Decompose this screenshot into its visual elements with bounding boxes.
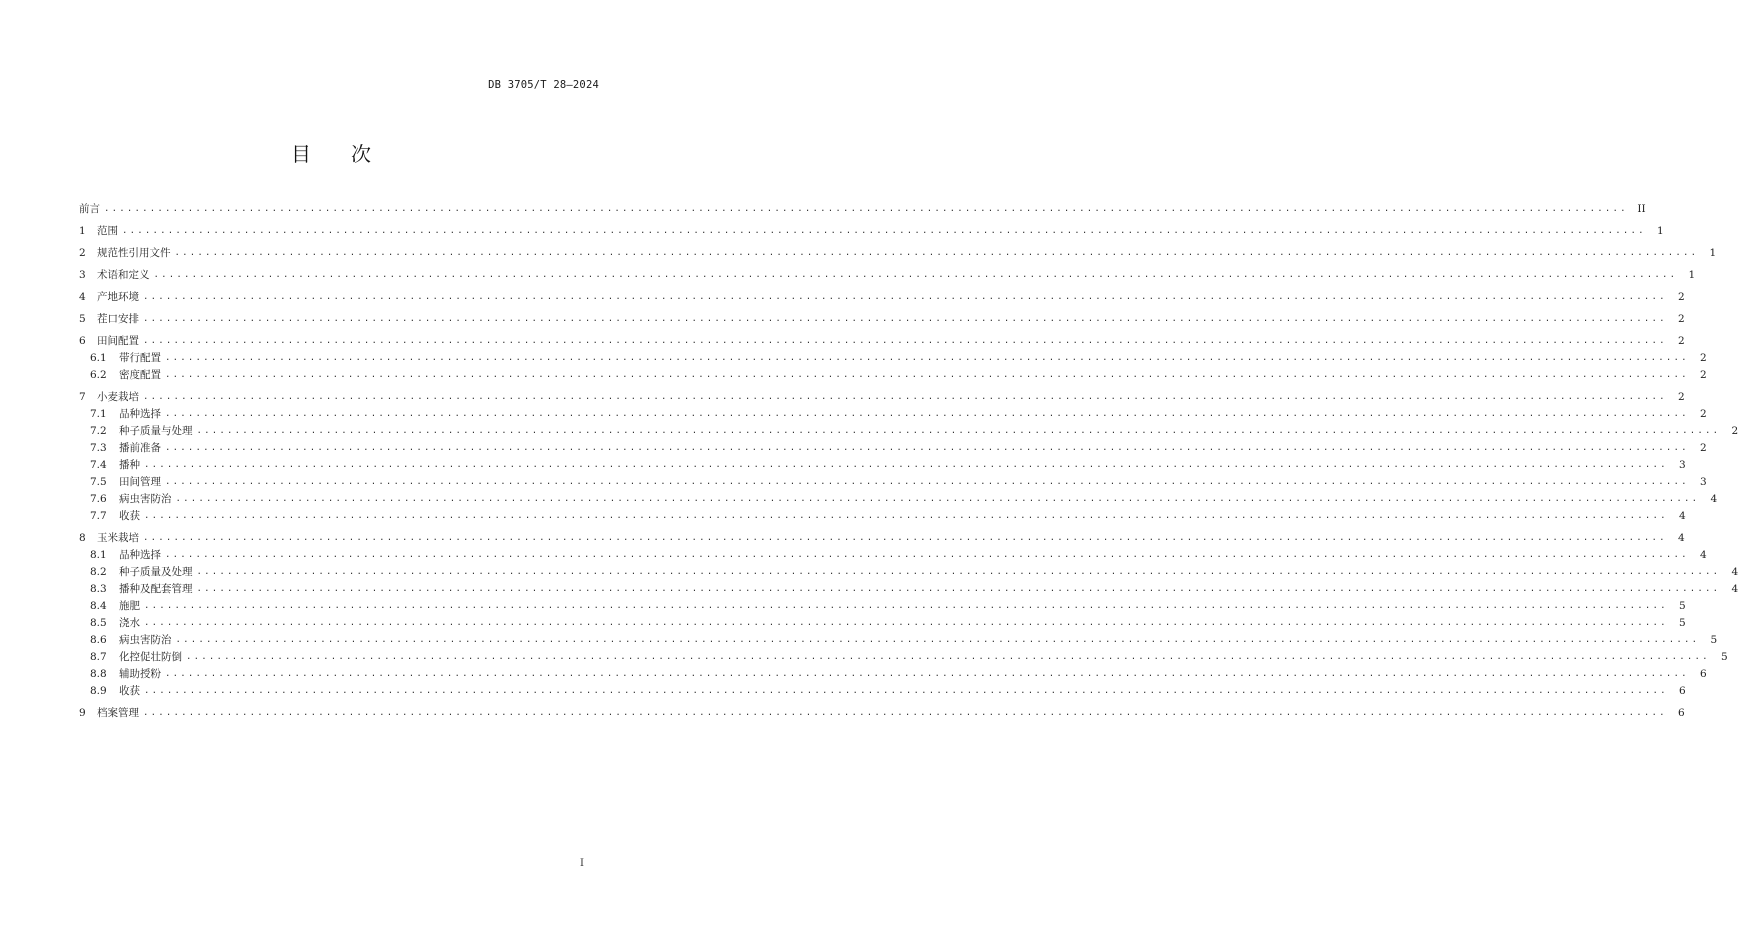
- toc-entry-title: 化控促壮防倒: [119, 651, 182, 663]
- toc-entry-page: 5: [1679, 617, 1686, 629]
- toc-subentry[interactable]: [79, 666, 1707, 683]
- toc-entry-page: 1: [1709, 247, 1717, 259]
- toc-leader-dots: ........................................................................................................................................................................................................: [165, 443, 1689, 453]
- toc-leader-dots: ........................................................................................................................................................................................................: [174, 248, 1699, 258]
- toc-leader-dots: ........................................................................................................................................................................................................: [144, 601, 1668, 611]
- toc-entry-page: 2: [1731, 425, 1738, 437]
- toc-leader-dots: ........................................................................................................................................................................................................: [143, 292, 1667, 302]
- toc-entry-page: 2: [1700, 442, 1707, 454]
- toc-entry-number: 8.3: [90, 583, 107, 595]
- toc-entry-page: 2: [1678, 391, 1685, 403]
- toc-entry-title: 病虫害防治: [119, 493, 172, 505]
- toc-entry-number: 3: [79, 269, 86, 281]
- toc-entry-number: 9: [79, 707, 86, 719]
- toc-leader-dots: ........................................................................................................................................................................................................: [144, 686, 1668, 696]
- toc-entry-title: 玉米栽培: [97, 532, 139, 544]
- toc-entry[interactable]: [79, 333, 1685, 350]
- toc-entry-title: 品种选择: [119, 549, 161, 561]
- toc-entry-title: 施肥: [119, 600, 140, 612]
- toc-subentry[interactable]: [79, 491, 1718, 508]
- toc-entry-page: 2: [1700, 408, 1707, 420]
- toc-subentry[interactable]: [79, 508, 1686, 525]
- toc-subentry[interactable]: [79, 474, 1707, 491]
- toc-entry-title: 带行配置: [119, 352, 161, 364]
- toc-leader-dots: ........................................................................................................................................................................................................: [165, 370, 1689, 380]
- toc-entry-number: 8.9: [90, 685, 107, 697]
- toc-leader-dots: ........................................................................................................................................................................................................: [196, 426, 1721, 436]
- toc-entry[interactable]: [79, 267, 1696, 284]
- toc-entry-page: 4: [1678, 532, 1685, 544]
- toc-entry-page: 2: [1678, 313, 1685, 325]
- toc-leader-dots: ........................................................................................................................................................................................................: [165, 409, 1689, 419]
- toc-entry-number: 8.2: [90, 566, 107, 578]
- toc-entry-page: 6: [1678, 707, 1685, 719]
- toc-subentry[interactable]: [79, 440, 1707, 457]
- toc-entry-title: 范围: [97, 225, 118, 237]
- toc-entry-number: 8.8: [90, 668, 107, 680]
- toc-entry-title: 浇水: [119, 617, 140, 629]
- toc-leader-dots: ........................................................................................................................................................................................................: [165, 353, 1689, 363]
- toc-entry-number: 8.6: [90, 634, 107, 646]
- toc-entry-title: 品种选择: [119, 408, 161, 420]
- toc-entry-title: 收获: [119, 685, 140, 697]
- toc-leader-dots: ........................................................................................................................................................................................................: [122, 226, 1646, 236]
- title-part-1: 目: [291, 142, 311, 166]
- title-part-2: 次: [351, 142, 371, 166]
- toc-entry-page: 2: [1678, 291, 1685, 303]
- toc-leader-dots: ........................................................................................................................................................................................................: [165, 669, 1689, 679]
- toc-subentry[interactable]: [79, 598, 1686, 615]
- toc-leader-dots: ........................................................................................................................................................................................................: [104, 204, 1628, 214]
- toc-entry-number: 6.1: [90, 352, 107, 364]
- toc-entry-number: 6: [79, 335, 86, 347]
- toc-entry-number: 8.7: [90, 651, 107, 663]
- toc-entry-number: 7.4: [90, 459, 107, 471]
- toc-leader-dots: ........................................................................................................................................................................................................: [144, 460, 1668, 470]
- toc-entry-title: 田间管理: [119, 476, 161, 488]
- toc-entry-page: 4: [1710, 493, 1718, 505]
- toc-entry-page: 2: [1700, 352, 1707, 364]
- toc-subentry[interactable]: [79, 581, 1738, 598]
- toc-entry-title: 前言: [79, 203, 100, 215]
- toc-entry-number: 7: [79, 391, 86, 403]
- toc-entry-page: 3: [1679, 459, 1686, 471]
- toc-entry-page: 4: [1679, 510, 1686, 522]
- toc-leader-dots: ........................................................................................................................................................................................................: [165, 477, 1689, 487]
- toc-entry[interactable]: [79, 289, 1685, 306]
- toc-entry-number: 7.2: [90, 425, 107, 437]
- toc-entry-number: 7.5: [90, 476, 107, 488]
- toc-entry-title: 田间配置: [97, 335, 139, 347]
- toc-entry-page: 5: [1710, 634, 1718, 646]
- toc-leader-dots: ........................................................................................................................................................................................................: [143, 314, 1667, 324]
- toc-entry-page: 6: [1679, 685, 1686, 697]
- toc-entry-number: 8: [79, 532, 86, 544]
- toc-entry-page: 4: [1731, 583, 1738, 595]
- toc-leader-dots: ........................................................................................................................................................................................................: [186, 652, 1710, 662]
- toc-leader-dots: ........................................................................................................................................................................................................: [143, 708, 1667, 718]
- toc-entry-number: 2: [79, 247, 86, 259]
- toc-entry-number: 7.3: [90, 442, 107, 454]
- toc-entry-page: 3: [1700, 476, 1707, 488]
- toc-entry-number: 7.1: [90, 408, 107, 420]
- toc-entry[interactable]: [79, 705, 1685, 722]
- toc-entry-page: 1: [1688, 269, 1696, 281]
- toc-entry-page: 4: [1731, 566, 1738, 578]
- toc-entry-page: 2: [1700, 369, 1707, 381]
- toc-entry[interactable]: [79, 530, 1685, 547]
- toc-subentry[interactable]: [79, 367, 1707, 384]
- toc-subentry[interactable]: [79, 564, 1738, 581]
- toc-entry[interactable]: [79, 245, 1717, 262]
- toc-entry-title: 病虫害防治: [119, 634, 172, 646]
- toc-leader-dots: ........................................................................................................................................................................................................: [153, 270, 1678, 280]
- toc-entry-title: 术语和定义: [97, 269, 150, 281]
- toc-entry-number: 8.4: [90, 600, 107, 612]
- toc-leader-dots: ........................................................................................................................................................................................................: [144, 618, 1668, 628]
- toc-leader-dots: ........................................................................................................................................................................................................: [175, 635, 1700, 645]
- toc-leader-dots: ........................................................................................................................................................................................................: [143, 392, 1667, 402]
- toc-entry-title: 规范性引用文件: [97, 247, 171, 259]
- toc-entry-title: 茬口安排: [97, 313, 139, 325]
- toc-entry-number: 6.2: [90, 369, 107, 381]
- toc-entry[interactable]: [79, 201, 1646, 218]
- toc-leader-dots: ........................................................................................................................................................................................................: [196, 584, 1721, 594]
- toc-leader-dots: ........................................................................................................................................................................................................: [144, 511, 1668, 521]
- toc-leader-dots: ........................................................................................................................................................................................................: [143, 533, 1667, 543]
- toc-subentry[interactable]: [79, 457, 1686, 474]
- table-of-contents: [79, 201, 1738, 722]
- toc-entry-page: 2: [1678, 335, 1685, 347]
- toc-entry-page: 6: [1700, 668, 1707, 680]
- toc-entry-number: 7.7: [90, 510, 107, 522]
- toc-leader-dots: ........................................................................................................................................................................................................: [196, 567, 1721, 577]
- toc-entry[interactable]: [79, 311, 1685, 328]
- toc-subentry[interactable]: [79, 350, 1707, 367]
- toc-entry-title: 辅助授粉: [119, 668, 161, 680]
- toc-entry-title: 播种: [119, 459, 140, 471]
- toc-entry-title: 种子质量与处理: [119, 425, 193, 437]
- toc-subentry[interactable]: [79, 615, 1686, 632]
- toc-entry-number: 7.6: [90, 493, 107, 505]
- toc-leader-dots: ........................................................................................................................................................................................................: [143, 336, 1667, 346]
- toc-entry[interactable]: [79, 223, 1664, 240]
- toc-subentry[interactable]: [79, 683, 1686, 700]
- toc-entry-title: 种子质量及处理: [119, 566, 193, 578]
- toc-entry-title: 档案管理: [97, 707, 139, 719]
- toc-entry-page: 4: [1700, 549, 1707, 561]
- toc-entry-title: 密度配置: [119, 369, 161, 381]
- toc-subentry[interactable]: [79, 649, 1728, 666]
- toc-leader-dots: ........................................................................................................................................................................................................: [175, 494, 1700, 504]
- toc-entry-number: 5: [79, 313, 86, 325]
- toc-entry-title: 产地环境: [97, 291, 139, 303]
- page-number: I: [580, 858, 584, 869]
- toc-subentry[interactable]: [79, 406, 1707, 423]
- toc-entry-number: 8.5: [90, 617, 107, 629]
- page-title: [0, 138, 662, 167]
- toc-entry-title: 播种及配套管理: [119, 583, 193, 595]
- toc-entry-number: 8.1: [90, 549, 107, 561]
- toc-entry-page: 5: [1679, 600, 1686, 612]
- toc-entry[interactable]: [79, 389, 1685, 406]
- toc-entry-title: 小麦栽培: [97, 391, 139, 403]
- toc-entry-title: 收获: [119, 510, 140, 522]
- toc-entry-title: 播前准备: [119, 442, 161, 454]
- toc-entry-page: 5: [1721, 651, 1728, 663]
- toc-entry-page: II: [1637, 203, 1646, 215]
- toc-entry-number: 1: [79, 225, 86, 237]
- toc-subentry[interactable]: [79, 423, 1738, 440]
- document-code: DB 3705/T 28—2024: [488, 79, 599, 91]
- toc-subentry[interactable]: [79, 547, 1707, 564]
- toc-subentry[interactable]: [79, 632, 1718, 649]
- toc-entry-page: 1: [1657, 225, 1664, 237]
- toc-entry-number: 4: [79, 291, 86, 303]
- toc-leader-dots: ........................................................................................................................................................................................................: [165, 550, 1689, 560]
